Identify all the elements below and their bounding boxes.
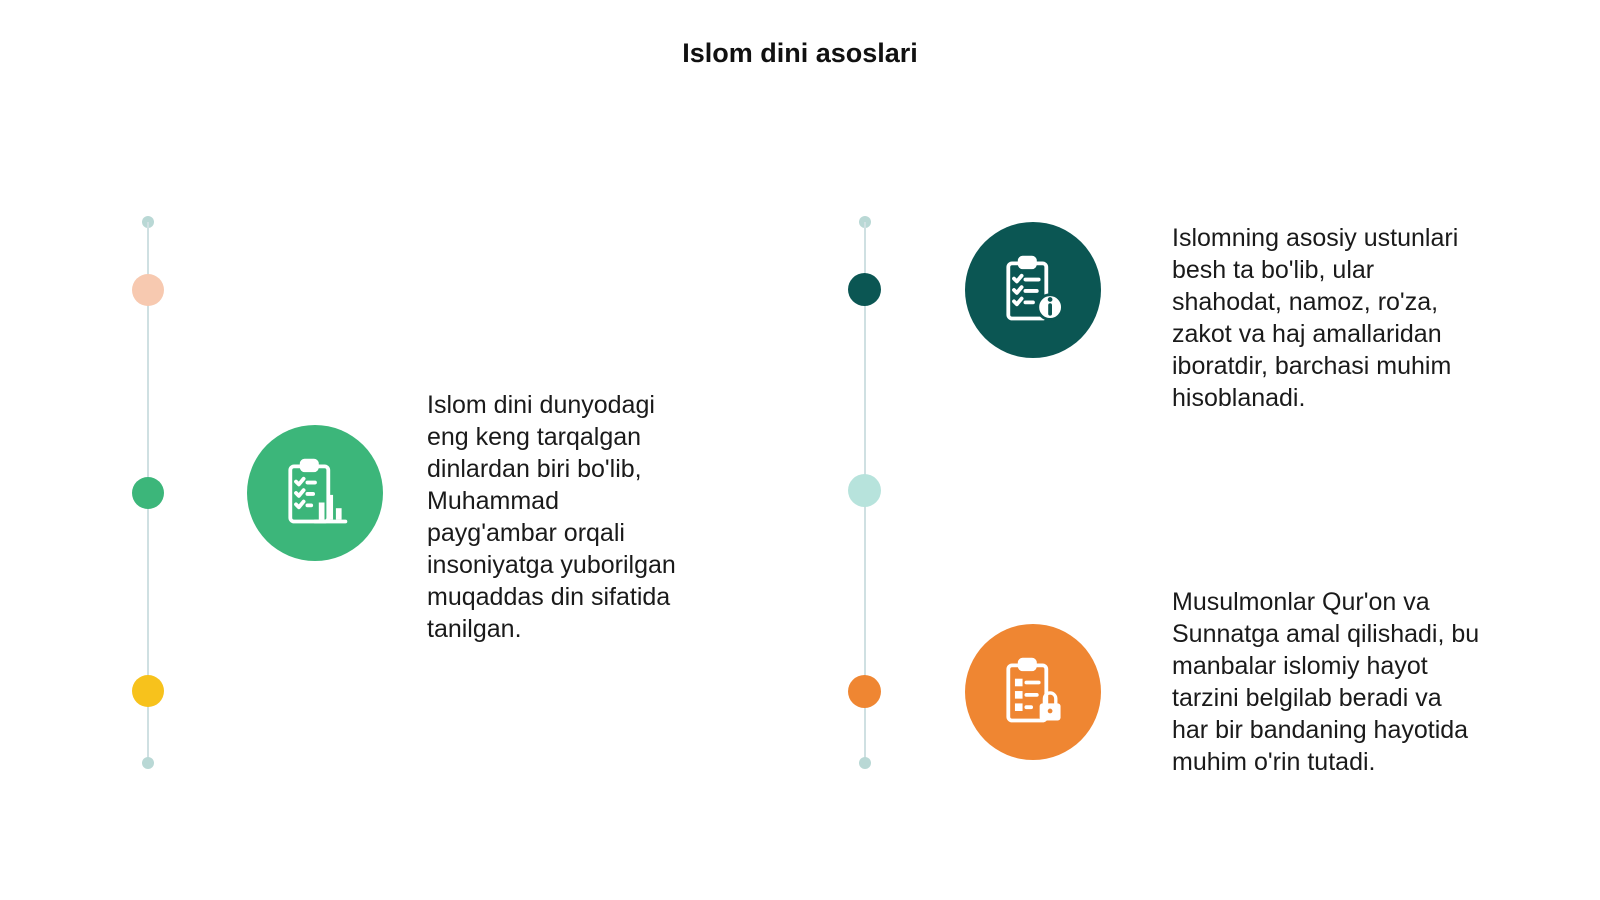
clipboard-info-icon [965, 222, 1101, 358]
right-timeline-dot-mint [848, 474, 881, 507]
left-timeline-dot-peach [132, 274, 164, 306]
item-3-text: Musulmonlar Qur'on va Sunnatga amal qilishadi, bu manbalar islomiy hayot tarzini belgilab beradi va har bir bandaning hayotida muhim o'rin tutadi. [1172, 588, 1480, 776]
clipboard-lock-icon [965, 624, 1101, 760]
item-2-text: Islomning asosiy ustunlari besh ta bo'lib, ular shahodat, namoz, ro'za, zakot va haj amallaridan iboratdir, barchasi muhim hisoblanadi. [1172, 224, 1459, 412]
right-timeline-dot-orange [848, 675, 881, 708]
page-title: Islom dini asoslari [682, 38, 918, 68]
right-timeline-dot-teal [848, 273, 881, 306]
item-1-text: Islom dini dunyodagi eng keng tarqalgan dinlardan biri bo'lib, Muhammad payg'ambar orqali insoniyatga yuborilgan muqaddas din sifatida tanilgan. [427, 391, 676, 643]
clipboard-chart-icon [247, 425, 383, 561]
left-timeline-dot-yellow [132, 675, 164, 707]
right-timeline-bottom-end [859, 757, 871, 769]
left-timeline-bottom-end [142, 757, 154, 769]
left-timeline-dot-green [132, 477, 164, 509]
